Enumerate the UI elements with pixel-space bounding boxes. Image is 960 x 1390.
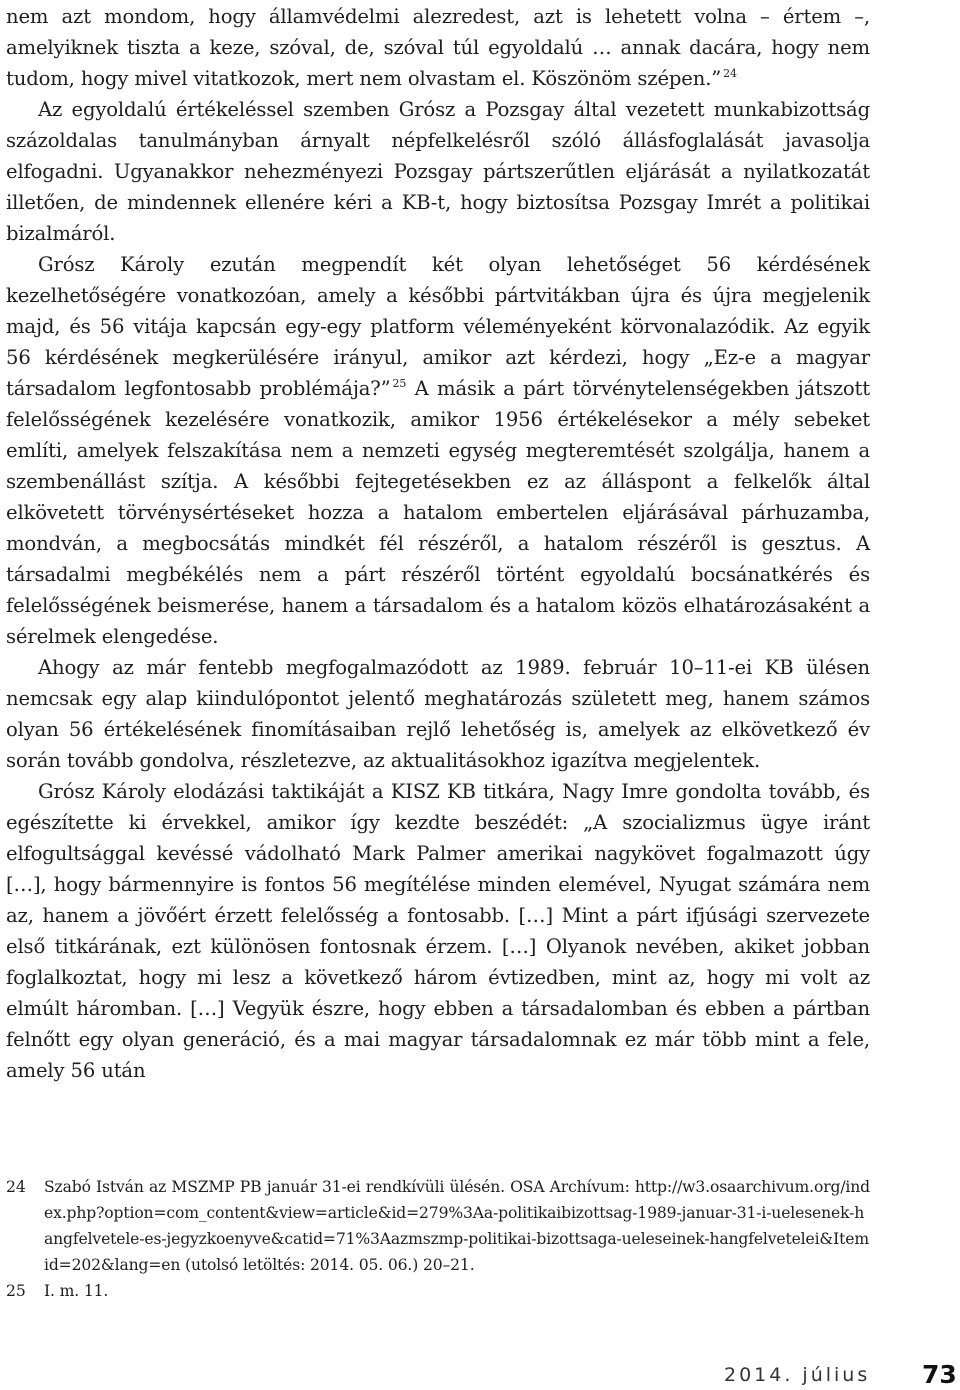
footnotes [6,1174,870,1304]
footnote [6,1278,870,1304]
issue-date: 2014. július [724,1364,871,1386]
paragraph-text: A másik a párt törvénytelenségekben játszott felelősségének kezelésére vonatkozik, amikor 1956 értékelésekor a mély sebeket említi, amelyek felszakítása nem a nemzeti egység megteremtését szolgálja, hanem a szembenállást szítja. A későbbi fejtegetésekben ez az álláspont a felkelők által elkövetett törvénysértéseket hozza a hatalom embertelen eljárásával párhuzamba, mondván, a megbocsátás mindkét fél részéről, a hatalom részéről is gesztus. A társadalmi megbékélés nem a párt részéről történt egyoldalú bocsánatkérés és felelősségének beismerése, hanem a társadalom és a hatalom közös elhatározásaként a sérelmek elengedése. [6,377,870,648]
paragraph: Ahogy az már fentebb megfogalmazódott az 1989. február 10–11-ei KB ülésen nemcsak egy alap kiindulópontot jelentő meghatározás született meg, hanem számos olyan 56 értékelésének finomításaiban rejlő lehetőség is, amelyek az elkövetkező év során tovább gondolva, részletezve, az aktualitásokhoz igazítva megjelentek. [6,656,870,772]
footnote [6,1174,870,1278]
paragraph-text: nem azt mondom, hogy államvédelmi alezredest, azt is lehetett volna – értem –, amelyiknek tiszta a keze, szóval, de, szóval túl egyoldalú … annak dacára, hogy nem tudom, hogy mivel vitatkozok, mert nem olvastam el. Köszönöm szépen.” [6,5,870,90]
paragraph-quote-end [6,1,870,94]
page-footer [0,1360,960,1390]
paragraph: Az egyoldalú értékeléssel szemben Grósz a Pozsgay által vezetett munkabizottság százoldalas tanulmányban árnyalt népfelkelésről szóló állásfoglalását javasolja elfogadni. Ugyanakkor nehezményezi Pozsgay pártszerűtlen eljárását a nyilatkozatát illetően, de mindennek ellenére kéri a KB-t, hogy biztosítsa Pozsgay Imrét a politikai bizalmáról. [6,98,870,245]
footnote-text: I. m. 11. [44,1282,109,1300]
footnote-text: Szabó István az MSZMP PB január 31-ei rendkívüli ülésén. OSA Archívum: http://w3.osaarchivum.org/index.php?option=com_content&view=article&id=279%3Aa-politikaibizottsag-1989-januar-31-i-uelesenek-hangfelvetele-es-jegyzkoenyve&catid=71%3Aazmszmp-politikai-bizottsaga-ueleseinek-hangfelvetelei&Itemid=202&lang=en (utolsó letöltés: 2014. 05. 06.) 20–21. [44,1178,870,1274]
footnote-number: 24 [6,1178,26,1196]
paragraph [6,249,870,652]
footnote-number: 25 [6,1282,26,1300]
paragraph: Grósz Károly elodázási taktikáját a KISZ KB titkára, Nagy Imre gondolta tovább, és egészítette ki érvekkel, amikor így kezdte beszédét: „A szocializmus ügye iránt elfogultsággal kevéssé vádolható Mark Palmer amerikai nagykövet fogalmazott úgy […], hogy bármennyire is fontos 56 megítélése minden elemével, Nyugat számára nem az, hanem a jövőért érzett felelősség a fontosabb. […] Mint a párt ifjúsági szervezete első titkárának, ezt különösen fontosnak érzem. […] Olyanok nevében, akiket jobban foglalkoztat, hogy mi lesz a következő három évtizedben, mint az, hogy mi volt az elmúlt háromban. […] Vegyük észre, hogy ebben a társadalomban és ebben a pártban felnőtt egy olyan generáció, és a mai magyar társadalomnak ez már több mint a fele, amely 56 után [6,780,870,1082]
paragraph-text: Grósz Károly ezután megpendít két olyan lehetőséget 56 kérdésének kezelhetőségére vonatkozóan, amely a későbbi pártvitákban újra és újra megjelenik majd, és 56 vitája kapcsán egy-egy platform véleményeként körvonalazódik. Az egyik 56 kérdésének megkerülésére irányul, amikor azt kérdezi, hogy „Ez-e a magyar társadalom legfontosabb problémája?” [6,253,870,400]
footnote-reference: 24 [723,67,737,80]
footnote-reference: 25 [392,377,407,390]
body-text [6,1,870,1086]
page-number: 73 [922,1360,957,1389]
